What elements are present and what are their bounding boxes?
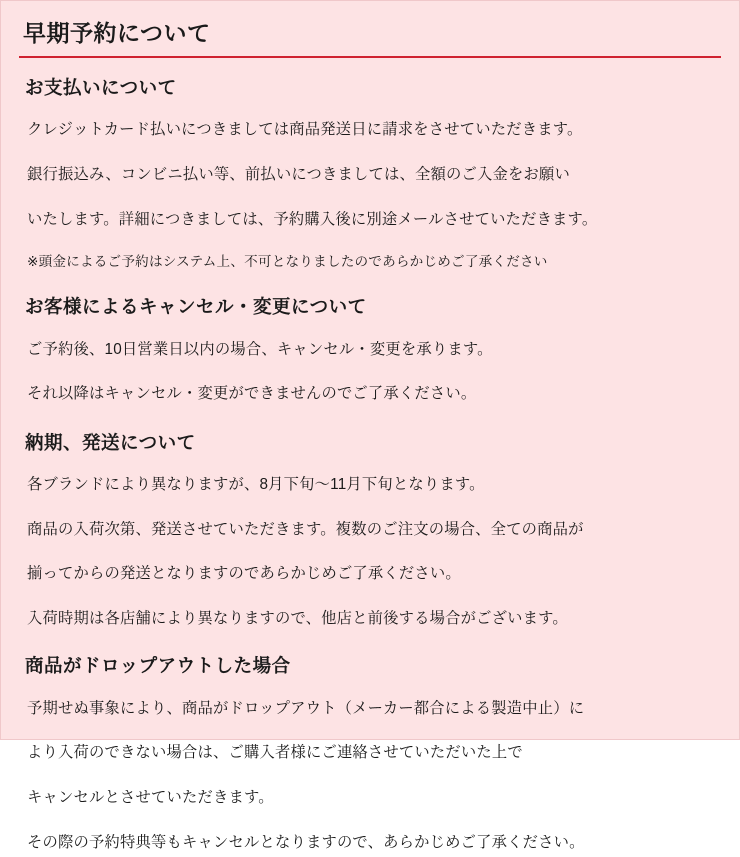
section-body: [27, 115, 721, 275]
body-line: クレジットカード払いにつきましては商品発送日に請求をさせていただきます。: [27, 121, 583, 139]
section-body: [27, 470, 721, 633]
body-line: 入荷時期は各店舗により異なりますので、他店と前後する場合がございます。: [27, 609, 568, 627]
section-heading: 納期、発送について: [25, 431, 196, 453]
body-line: その際の予約特典等もキャンセルとなりますので、あらかじめご了承ください。: [27, 833, 585, 851]
section-body: [27, 335, 721, 409]
body-line: ご予約後、10日営業日以内の場合、キャンセル・変更を承ります。: [27, 340, 493, 358]
section-delivery: [19, 429, 721, 634]
section-dropout: [19, 652, 721, 857]
section-payment: [19, 74, 721, 275]
section-cancellation: [19, 293, 721, 408]
body-line: 予期せぬ事象により、商品がドロップアウト（メーカー都合による製造中止）に: [27, 699, 585, 717]
body-line: キャンセルとさせていただきます。: [27, 788, 274, 806]
body-line: 商品の入荷次第、発送させていただきます。複数のご注文の場合、全ての商品が: [27, 520, 584, 538]
section-heading: お支払いについて: [25, 77, 177, 98]
page-title: 早期予約について: [23, 20, 211, 46]
section-heading: 商品がドロップアウトした場合: [25, 655, 291, 677]
section-body: [27, 694, 721, 857]
body-line: 各ブランドにより異なりますが、8月下旬〜11月下旬となります。: [27, 475, 485, 493]
document-content: [1, 1, 739, 857]
body-line: それ以降はキャンセル・変更ができませんのでご了承ください。: [27, 385, 477, 403]
section-heading: お客様によるキャンセル・変更について: [25, 296, 367, 318]
body-line: いたします。詳細につきましては、予約購入後に別途メールさせていただきます。: [27, 210, 598, 228]
body-line: より入荷のできない場合は、ご購入者様にご連絡させていただいた上で: [27, 744, 523, 762]
body-line: 揃ってからの発送となりますのであらかじめご了承ください。: [27, 565, 461, 583]
title-divider: [19, 56, 721, 58]
body-note-line: ※頭金によるご予約はシステム上、不可となりましたのであらかじめご了承ください: [27, 254, 548, 270]
body-line: 銀行振込み、コンビニ払い等、前払いにつきましては、全額のご入金をお願い: [27, 165, 571, 183]
